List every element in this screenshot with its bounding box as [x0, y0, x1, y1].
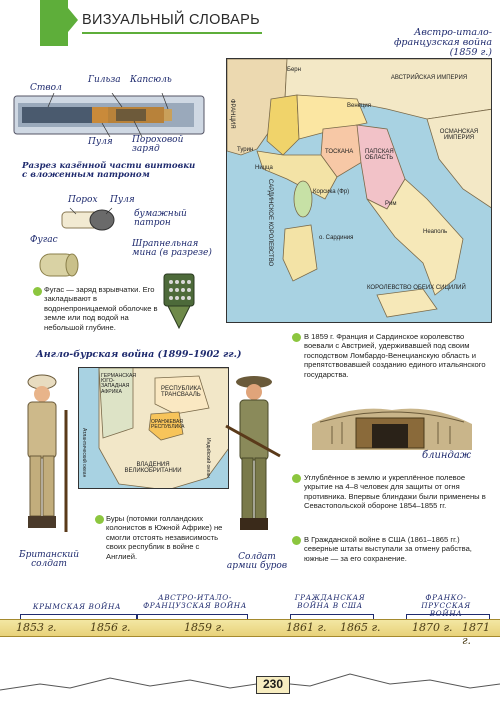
- map-label-tuscany: ТОСКАНА: [325, 149, 354, 155]
- mountain-border: [0, 650, 500, 700]
- bullet-dot: [292, 333, 301, 342]
- map-label-rome: Рим: [385, 201, 397, 207]
- boer-war-map: [78, 367, 229, 489]
- label-gilza: Гильза: [88, 75, 121, 85]
- fugas-description: Фугас — заряд взрывчатки. Его закладывают в водонепроницаемой оболочке в земле или под водой на небольшой глубине.: [44, 285, 158, 332]
- cartridge-caption: Разрез казённой части винтовки с вложенным патроном: [22, 161, 196, 181]
- timeline-year: 1859 г.: [184, 621, 225, 634]
- war-label-crimean: КРЫМСКАЯ ВОЙНА: [32, 602, 122, 611]
- map-label-british-possessions: ВЛАДЕНИЯ ВЕЛИКОБРИТАНИИ: [124, 462, 182, 474]
- dugout-label: блиндаж: [422, 450, 472, 461]
- italy-war-map: [226, 58, 492, 323]
- map-label-atlantic: Атлантический океан: [81, 428, 87, 478]
- map-label-sardinia: о. Сардиния: [319, 235, 354, 241]
- timeline-year: 1871 г.: [462, 621, 490, 647]
- map-label-corsica: Корсика (Фр): [313, 189, 350, 195]
- map-label-german-sw-africa: ГЕРМАНСКАЯ ЮГО-ЗАПАДНАЯ АФРИКА: [101, 373, 137, 395]
- label-shrapnel: Шрапнельная мина (в разрезе): [132, 239, 212, 259]
- shrapnel-mine-illustration: [160, 270, 198, 332]
- page-title: ВИЗУАЛЬНЫЙ СЛОВАРЬ: [82, 12, 260, 28]
- timeline-year: 1856 г.: [90, 621, 131, 634]
- map-label-sardinian-kingdom: САРДИНСКОЕ КОРОЛЕВСТВО: [267, 179, 273, 267]
- fugas-illustration: [38, 250, 82, 280]
- label-zaryad: Пороховой заряд: [132, 135, 184, 155]
- map-label-austria: АВСТРИЙСКАЯ ИМПЕРИЯ: [390, 75, 468, 81]
- war-label-us-civil: ГРАЖДАНСКАЯ ВОЙНА В США: [294, 593, 366, 611]
- british-soldier-caption: Британский солдат: [18, 550, 79, 570]
- label-kapsyul: Капсюль: [130, 75, 172, 85]
- label-fugas: Фугас: [30, 235, 58, 245]
- war-label-austro-italo-french: АВСТРО-ИТАЛО-ФРАНЦУЗСКАЯ ВОЙНА: [143, 593, 247, 611]
- label-porokh: Порох: [68, 195, 98, 205]
- label-paper-cartridge: бумажный патрон: [134, 209, 187, 229]
- bullet-dot: [292, 474, 301, 483]
- label-stvol: Ствол: [30, 83, 62, 93]
- header-underline: [82, 32, 262, 34]
- timeline-year: 1865 г.: [340, 621, 381, 634]
- map-label-turin: Турин: [237, 147, 254, 153]
- italy-description: В 1859 г. Франция и Сардинское королевство воевали с Австрией, удерживавшей под своим господством Ломбардо-Венецианскую область и препятствовавшей созданию единого итальянского государства.: [304, 332, 486, 379]
- map-label-bern: Берн: [287, 67, 301, 73]
- map-label-venice: Венеция: [347, 103, 372, 109]
- british-soldier-illustration: [8, 370, 78, 546]
- label-pulya: Пуля: [88, 137, 113, 147]
- civil-war-description: В Гражданской войне в США (1861–1865 гг.) северные штаты выступали за отмену рабства, южные — за его сохранение.: [304, 535, 472, 563]
- map-label-two-sicilies: КОРОЛЕВСТВО ОБЕИХ СИЦИЛИЙ: [367, 285, 466, 291]
- timeline-year: 1853 г.: [16, 621, 57, 634]
- boer-description: Буры (потомки голландских колонистов в Южной Африке) не смогли отстоять независимость своих республик в войне с Англией.: [106, 514, 223, 561]
- timeline-year: 1870 г.: [412, 621, 453, 634]
- paper-cartridge-illustration: [60, 206, 130, 234]
- boer-soldier-caption: Солдат армии буров: [226, 552, 288, 572]
- map-label-ottoman: ОСМАНСКАЯ ИМПЕРИЯ: [439, 129, 479, 141]
- rifle-breech-illustration: [12, 93, 210, 137]
- bullet-dot: [33, 287, 42, 296]
- italy-map-title: Австро-итало-французская война (1859 г.): [393, 27, 492, 58]
- bullet-dot: [292, 536, 301, 545]
- page-number: 230: [256, 676, 290, 694]
- map-label-france: ФРАНЦИЯ: [229, 99, 235, 129]
- label-paper-pulya: Пуля: [110, 195, 135, 205]
- map-label-nice: Ницца: [255, 165, 273, 171]
- timeline-year: 1861 г.: [286, 621, 327, 634]
- dugout-illustration: [312, 404, 472, 450]
- map-label-papal: ПАПСКАЯ ОБЛАСТЬ: [365, 149, 394, 161]
- map-label-naples: Неаполь: [423, 229, 448, 235]
- map-label-orange: ОРАНЖЕВАЯ РЕСПУБЛИКА: [151, 419, 185, 430]
- bullet-dot: [95, 515, 104, 524]
- war-label-franco-prussian: ФРАНКО-ПРУССКАЯ ВОЙНА: [421, 593, 471, 619]
- map-label-indian-ocean: Индийский океан: [205, 438, 211, 478]
- boer-war-title: Англо-бурская война (1899–1902 гг.): [36, 349, 242, 360]
- map-label-transvaal: РЕСПУБЛИКА ТРАНСВААЛЬ: [161, 386, 202, 398]
- dugout-description: Углублённое в землю и укреплённое полевое укрытие на 4–8 человек для защиты от огня противника. Впервые блиндажи были применены в Севастопольской обороне 1854–1855 гг.: [304, 473, 486, 511]
- header-flag: [40, 0, 68, 46]
